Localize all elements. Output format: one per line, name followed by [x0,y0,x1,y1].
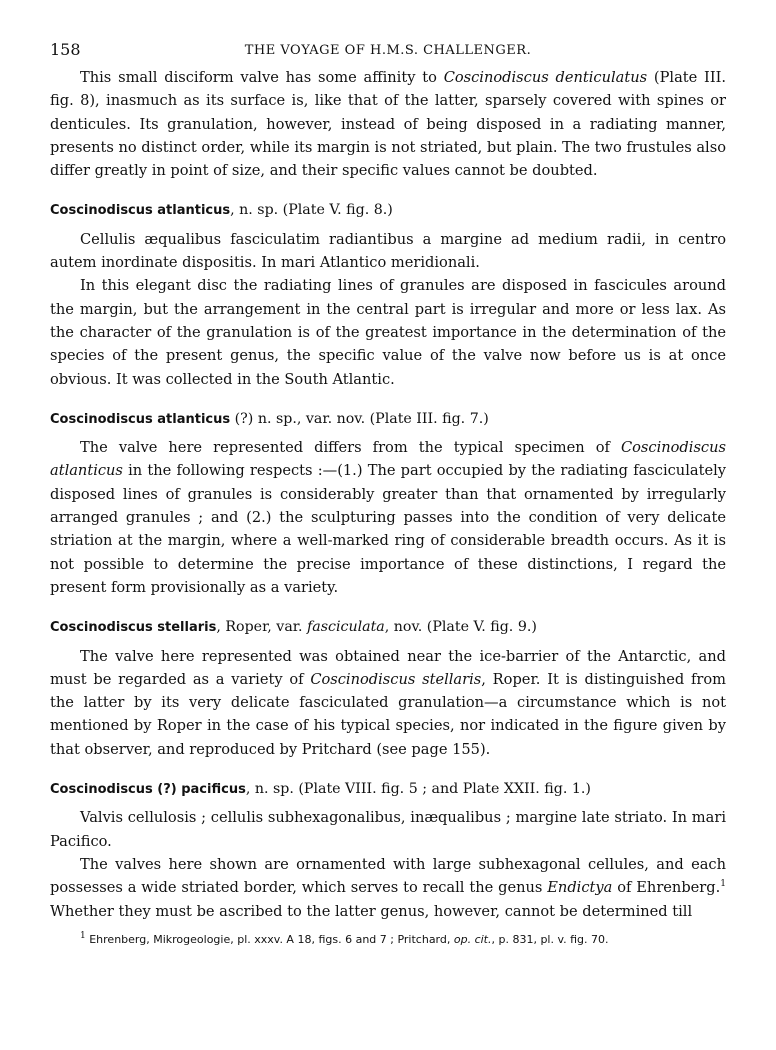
section-heading-stellaris: Coscinodiscus stellaris, Roper, var. fasciculata, nov. (Plate V. fig. 9.) [50,619,537,636]
description-atlanticus-var: The valve here represented differs from the typical specimen of Coscinodiscus atlanticus in the following respects :—(1.) The part occupied by the radiating fasciculately disposed lines of granules is considerably greater than that ornamented by irregularly arranged granules ; and (2.) the sculpturing passes into the condition of very delicate striation at the margin, where a well-marked ring of considerable breadth occurs. As it is not possible to determine the precise importance of these distinctions, I regard the present form provisionally as a variety. [50,439,726,596]
footnote: $^1$ Ehrenberg, Mikrogeologie, pl. xxxv. A 18, figs. 6 and 7 ; Pritchard, op. cit., p. 831, pl. v. fig. 70. [80,930,609,946]
page-header [50,40,726,66]
description-atlanticus: In this elegant disc the radiating lines of granules are disposed in fascicules around the margin, but the arrangement in the central part is irregular and more or less lax. As the character of the granulation is of the greatest importance in the determination of the species of the present genus, the specific value of the valve now before us is at once obvious. It was collected in the South Atlantic. [50,277,726,388]
section-heading-pacificus: Coscinodiscus (?) pacificus, n. sp. (Plate VIII. fig. 5 ; and Plate XXII. fig. 1.) [50,781,591,798]
intro-paragraph: This small disciform valve has some affinity to Coscinodiscus denticulatus (Plate III. fig. 8), inasmuch as its surface is, like that of the latter, sparsely covered with spines or denticules. Its granulation, however, instead of being disposed in a radiating manner, presents no distinct order, while its margin is not striated, but plain. The two frustules also differ greatly in point of size, and their specific values cannot be doubted. [50,69,726,180]
page [50,40,726,959]
footnote-mark: 1 [80,930,86,941]
footnote-ref[interactable]: 1 [720,879,726,890]
latin-diagnosis-atlanticus: Cellulis æqualibus fasciculatim radiantibus a margine ad medium radii, in centro autem inordinate dispositis. In mari Atlantico meridionali. [50,230,726,272]
section-heading-atlanticus: Coscinodiscus atlanticus, n. sp. (Plate V. fig. 8.) [50,202,393,219]
section-heading-atlanticus-var: Coscinodiscus atlanticus (?) n. sp., var. nov. (Plate III. fig. 7.) [50,410,489,427]
running-title: THE VOYAGE OF H.M.S. CHALLENGER. [244,43,532,58]
description-stellaris: The valve here represented was obtained near the ice-barrier of the Antarctic, and must be regarded as a variety of Coscinodiscus stellaris, Roper. It is distinguished from the latter by its very delicate fasciculated granulation—a circumstance which is not mentioned by Roper in the case of his typical species, nor indicated in the figure given by that observer, and reproduced by Pritchard (see page 155). [50,647,727,758]
page-number: 158 [50,40,81,59]
description-pacificus: The valves here shown are ornamented with large subhexagonal cellules, and each possesses a wide striated border, which serves to recall the genus Endictya of Ehrenberg.$^1$ Whether they must be ascribed to the latter genus, however, cannot be determined till [50,855,726,920]
latin-diagnosis-pacificus: Valvis cellulosis ; cellulis subhexagonalibus, inæqualibus ; margine late striato. In mari Pacifico. [50,809,726,850]
